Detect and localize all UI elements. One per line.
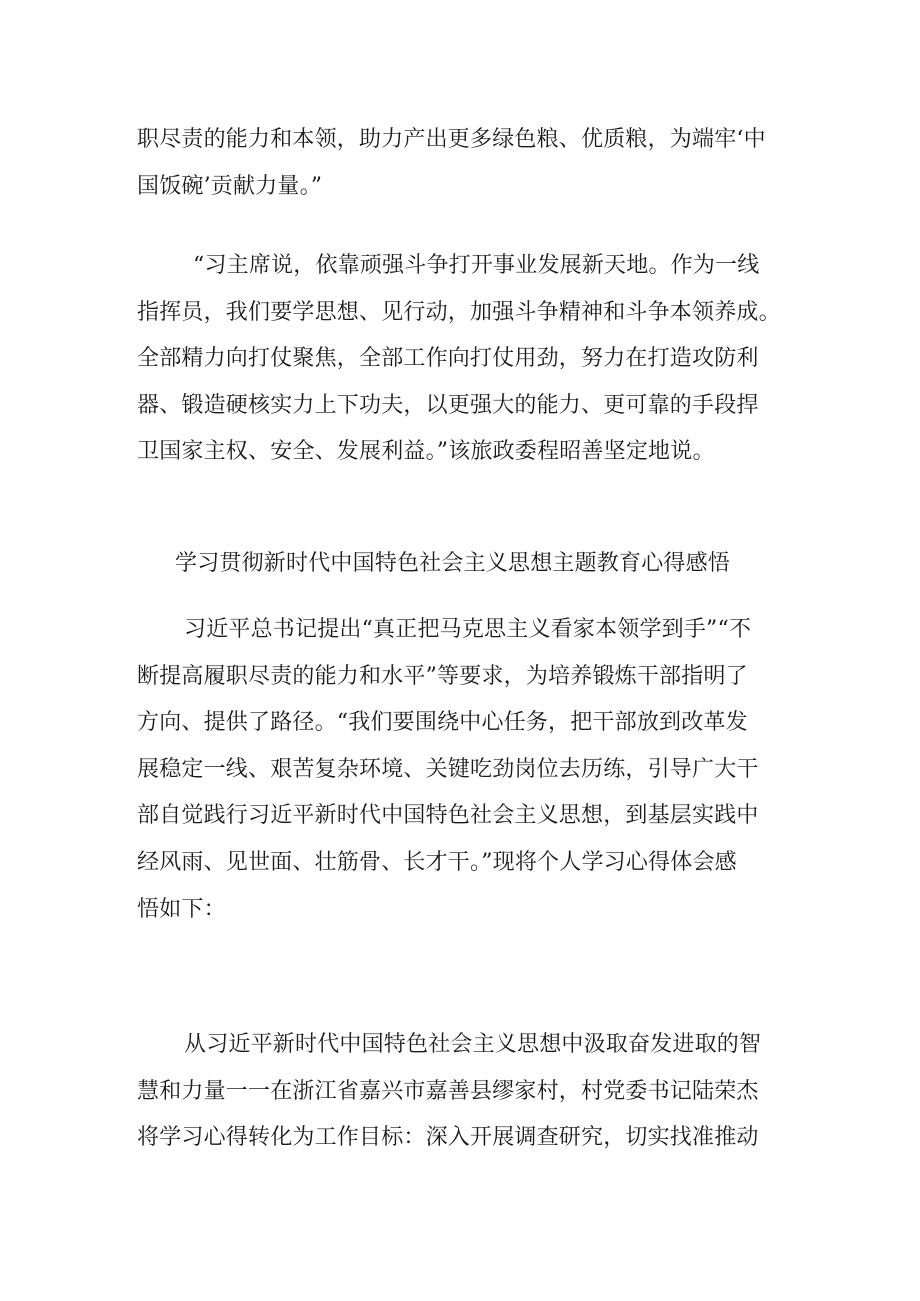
text-line: 器、锻造硬核实力上下功夫，以更强大的能力、更可靠的手段捍 [137,392,759,418]
text-line: 习近平总书记提出“真正把马克思主义看家本领学到手”“不 [184,617,752,642]
text-line: 展稳定一线、艰苦复杂环境、关键吃劲岗位去历练，引导广大干 [137,756,759,782]
text-line: 悟如下： [137,896,226,922]
text-line: 卫国家主权、安全、发展利益。”该旅政委程昭善坚定地说。 [137,439,715,465]
heading-line: 学习贯彻新时代中国特色社会主义思想主题教育心得感悟 [175,551,731,576]
paragraph-continuation [137,117,797,210]
text-line: 经风雨、见世面、壮筋骨、长才干。”现将个人学习心得体会感 [137,849,737,875]
text-line: “习主席说，依靠顽强斗争打开事业发展新天地。作为一线 [193,253,760,278]
text-line: 指挥员，我们要学思想、见行动，加强斗争精神和斗争本领养成。 [137,299,781,325]
text-line: 将学习心得转化为工作目标：深入开展调查研究，切实找准推动 [137,1125,759,1151]
text-line: 从习近平新时代中国特色社会主义思想中汲取奋发进取的智 [184,1032,762,1057]
text-line: 断提高履职尽责的能力和水平”等要求，为培养锻炼干部指明了 [137,663,748,689]
text-line: 部自觉践行习近平新时代中国特色社会主义思想，到基层实践中 [137,803,759,829]
text-line: 方向、提供了路径。“我们要围绕中心任务，把干部放到改革发 [137,710,748,736]
paragraph-village [137,1022,797,1162]
paragraph-quote-commander [137,243,797,476]
text-line: 全部精力向打仗聚焦，全部工作向打仗用劲，努力在打造攻防利 [137,346,759,372]
section-heading [137,541,797,588]
text-line: 慧和力量一一在浙江省嘉兴市嘉善县缪家村，村党委书记陆荣杰 [137,1078,759,1104]
text-line: 国饭碗’贡献力量。” [137,173,323,199]
paragraph-intro [137,607,797,933]
text-line: 职尽责的能力和本领，助力产出更多绿色粮、优质粮，为端牢‘中 [137,127,766,152]
